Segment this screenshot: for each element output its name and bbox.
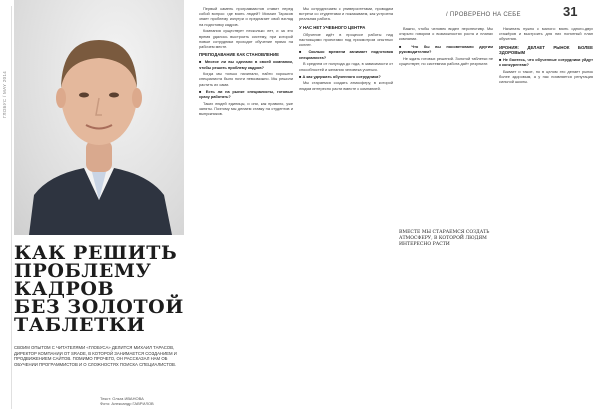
headline-line: БЕЗ ЗОЛОТОЙ xyxy=(14,296,184,318)
paragraph: Важно, чтобы человек видел перспективу. Мы открыто говорим о возможностях роста и планах компании. xyxy=(399,26,493,42)
paragraph: Не ждать готовых решений. Золотой таблетки не существует, но системная работа даёт результат. xyxy=(399,55,493,66)
subheading: ИРОНИЯ: ДЕЛАЕТ РЫНОК БОЛЕЕ ЗДОРОВЫМ xyxy=(499,44,593,55)
article-headline xyxy=(14,244,192,334)
text-column-1 xyxy=(199,6,293,406)
text-column-2 xyxy=(299,6,393,406)
credit-photo: Фото: Александр ГАВРИЛОВ xyxy=(100,401,154,406)
portrait-photo xyxy=(14,0,184,235)
interview-question: ■ Многое ли вы сделали в своей компании, чтобы решить проблему кадров? xyxy=(199,59,293,69)
interview-question: ■ Есть ли на рынке специалисты, готовые сразу работать? xyxy=(199,89,293,99)
paragraph: Начинать нужно с малого: взять одного-двух стажёров и выстроить для них понятный план обучения. xyxy=(499,26,593,42)
paragraph: Обучение идёт в процессе работы над настоящими проектами под присмотром опытных коллег. xyxy=(299,31,393,48)
paragraph: В среднем от полугода до года, в зависимости от способностей и желания человека учиться. xyxy=(299,61,393,72)
side-divider xyxy=(11,6,12,409)
paragraph: Таких людей единицы, и они, как правило, уже заняты. Поэтому мы делаем ставку на студентов и выпускников. xyxy=(199,100,293,117)
interview-question: ■ А как удержать обученного сотрудника? xyxy=(299,74,393,79)
sidebar-label: ГЛОБУС / MAY 2014 xyxy=(2,70,7,118)
article-credits xyxy=(100,396,186,406)
article-lead: СВОИМ ОПЫТОМ С ЧИТАТЕЛЯМИ «ГЛОБУСА» ДЕЛИТСЯ МИХАИЛ ТАРАСОВ, ДИРЕКТОР КОМПАНИИ ОТ SRADE, В КОТОРОЙ ЗАНИМАЕТСЯ СОЗДАНИЕМ И ПРОДВИЖЕНИЕМ САЙТОВ. ПОМИМО ПРОЧЕГО, ОН РАССКАЗАЛ НАМ ОБ ОБУЧЕНИИ ПРОГРАММИСТОВ И О СЛОЖНОСТЯХ ПОИСКА СПЕЦИАЛИСТОВ. xyxy=(14,345,177,367)
headline-line: КАДРОВ xyxy=(14,278,115,300)
subheading: У НАС НЕТ УЧЕБНОГО ЦЕНТРА xyxy=(299,24,366,30)
paragraph: Мы сотрудничаем с университетами, проводим встречи со студентами и показываем, как устроена реальная работа. xyxy=(299,6,393,22)
credit-text: Текст: Ольга ИВАНОВА xyxy=(100,396,144,401)
headline-line: ПРОБЛЕМУ xyxy=(14,260,152,282)
interview-question: ■ Сколько времени занимает подготовка специалиста? xyxy=(299,49,393,59)
subheading: ПРЕПОДАВАНИЕ КАК СТАНОВЛЕНИЕ xyxy=(199,52,279,58)
text-column-4 xyxy=(499,26,593,407)
headline-line: КАК РЕШИТЬ xyxy=(14,242,178,264)
interview-question: ■ Не боитесь, что обученные сотрудники уйдут к конкурентам? xyxy=(499,57,593,67)
text-column-3 xyxy=(399,26,493,407)
paragraph: Компания существует несколько лет, и за это время удалось выстроить систему, при которой новые сотрудники проходят обучение прямо на рабочем месте. xyxy=(199,28,293,49)
paragraph: Мы стараемся создать атмосферу, в которой людям интересно расти вместе с компанией. xyxy=(299,80,393,91)
paragraph: Бывает и такое, но в целом это делает рынок более здоровым, а у нас появляется репутация сильной школы. xyxy=(499,68,593,85)
page-number: 31 xyxy=(563,4,578,19)
paragraph: Первый камень программистов ставит перед собой вопрос: где взять людей? Михаил Тарасов знает проблему изнутри и предлагает свой взгляд на подготовку кадров. xyxy=(199,6,293,27)
headline-line: ТАБЛЕТКИ xyxy=(14,314,146,336)
pull-quote: ВМЕСТЕ МЫ СТАРАЕМСЯ СОЗДАТЬ АТМОСФЕРУ, В КОТОРОЙ ЛЮДЯМ ИНТЕРЕСНО РАСТИ xyxy=(399,230,490,247)
paragraph: Когда мы только начинали, найти хорошего специалиста было почти невозможно. Мы решили растить их сами. xyxy=(199,71,293,87)
section-title: / ПРОВЕРЕНО НА СЕБЕ xyxy=(446,12,521,18)
interview-question: ■ Что бы вы посоветовали другим руководителям? xyxy=(399,44,493,54)
